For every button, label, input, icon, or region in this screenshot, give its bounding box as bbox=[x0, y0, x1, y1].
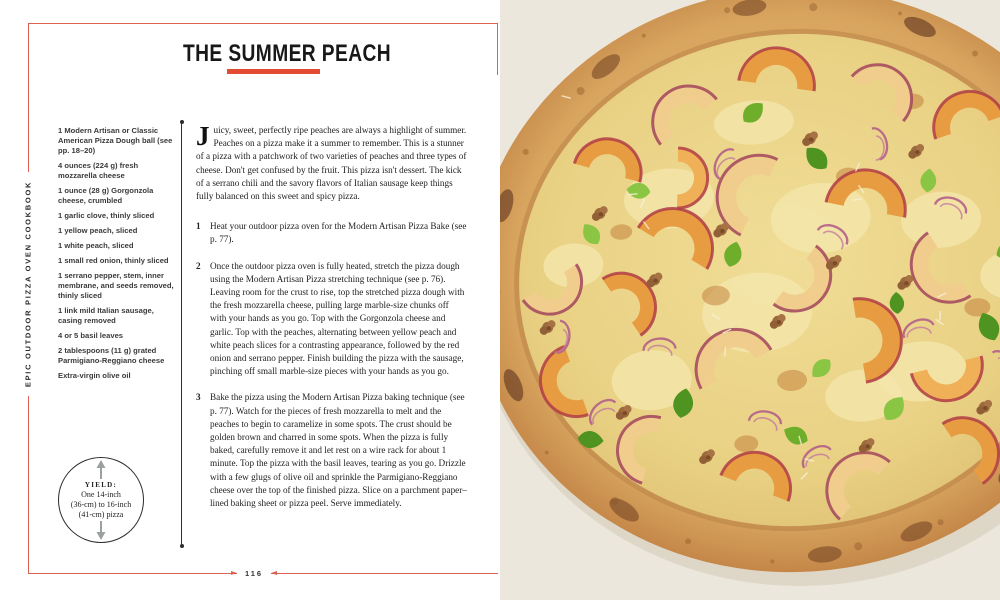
step-text: Heat your outdoor pizza oven for the Modern Artisan Pizza Bake (see p. 77). bbox=[210, 221, 467, 245]
ingredient-item: 1 small red onion, thinly sliced bbox=[58, 256, 169, 266]
yield-down-arrow-icon bbox=[95, 520, 107, 540]
ingredient-item: 1 Modern Artisan or Classic American Pizza Dough ball (see pp. 18–20) bbox=[58, 126, 173, 156]
ingredient-item: Extra-virgin olive oil bbox=[58, 371, 131, 381]
ingredient-item: 1 white peach, sliced bbox=[58, 241, 134, 251]
yield-line: (41-cm) pizza bbox=[78, 510, 124, 519]
ingredient-item: 1 yellow peach, sliced bbox=[58, 226, 138, 236]
ingredient-item: 1 link mild Italian sausage, casing removed bbox=[58, 306, 154, 326]
yield-line: One 14-inch bbox=[81, 490, 121, 499]
yield-label: YIELD: bbox=[84, 481, 118, 489]
recipe-steps bbox=[196, 220, 467, 510]
yield-line: (36-cm) to 16-inch bbox=[70, 500, 132, 509]
column-rule bbox=[181, 122, 182, 546]
recipe-body bbox=[196, 121, 467, 523]
yield-text bbox=[71, 490, 131, 520]
step-number: 3 bbox=[196, 392, 201, 403]
ingredient-item: 1 garlic clove, thinly sliced bbox=[58, 211, 155, 221]
ingredient-item: 4 or 5 basil leaves bbox=[58, 331, 124, 341]
yield-up-arrow-icon bbox=[95, 460, 107, 480]
step-item bbox=[196, 391, 467, 510]
ingredient-item: 1 ounce (28 g) Gorgonzola cheese, crumbled bbox=[58, 186, 154, 206]
step-text: Once the outdoor pizza oven is fully heated, stretch the pizza dough using the Modern Artisan Pizza stretching technique (see p. 76). Leaving room for the crust to rise, top the stretched pizza dough with the fresh mozzarella cheese, pulling large marble-size chunks off with your hands as you go. Top with the Gorgonzola cheese and garlic. Top with the peaches, alternating between yellow peach and white peach slices for a contrasting appearance, followed by the red onion and serrano pepper. Finish building the pizza with the sausage, pinching off small marble-size pieces with your hands as you go. bbox=[210, 260, 465, 377]
drop-cap: J bbox=[196, 121, 210, 151]
yield-circle bbox=[58, 457, 144, 543]
page-number-right-arrow-icon bbox=[271, 571, 277, 575]
step-number: 1 bbox=[196, 221, 201, 232]
step-item bbox=[196, 260, 467, 379]
ingredient-item: 1 serrano pepper, stem, inner membrane, and seeds removed, thinly sliced bbox=[58, 271, 174, 301]
step-number: 2 bbox=[196, 260, 201, 271]
ingredients-list bbox=[58, 126, 179, 386]
step-item bbox=[196, 220, 467, 246]
page-frame-right bbox=[497, 23, 498, 75]
ingredient-item: 4 ounces (224 g) fresh mozzarella cheese bbox=[58, 161, 139, 181]
intro-text: uicy, sweet, perfectly ripe peaches are always a highlight of summer. Peaches on a pizza make it a summer to remember. This is a stunner of a pizza with a patchwork of two varieties of peaches and three types of cheese. Don't get confused by the fruit. This pizza isn't dessert. The kick of a serrano chili and the savory flavors of Italian sausage keep things fully balanced on this sweet and spicy pizza. bbox=[196, 125, 467, 202]
page-frame-top bbox=[28, 23, 498, 24]
peach-pizza-photo bbox=[500, 0, 1000, 600]
step-text: Bake the pizza using the Modern Artisan Pizza baking technique (see p. 77). Watch for the pieces of fresh mozzarella to melt and the peaches to begin to caramelize in some spots. The crust should be golden brown and charred in some spots. When the pizza is fully baked, carefully remove it and let rest on a wire rack for about 1 minute. Top the pizza with the basil leaves, tearing as you go. Drizzle with a few glugs of olive oil and sprinkle the Parmigiano-Reggiano cheese over the top of the finished pizza. Slice on a parchment paper–lined baking sheet or pizza peel. Serve immediately. bbox=[210, 392, 467, 509]
recipe-title: THE SUMMER PEACH bbox=[183, 40, 392, 67]
intro-paragraph bbox=[196, 121, 467, 203]
page-number: 116 bbox=[237, 567, 271, 580]
title-underline bbox=[227, 69, 320, 74]
page-number-left-arrow-icon bbox=[231, 571, 237, 575]
spine-label: EPIC OUTDOOR PIZZA OVEN COOKBOOK bbox=[24, 172, 33, 396]
ingredient-item: 2 tablespoons (11 g) grated Parmigiano-Reggiano cheese bbox=[58, 346, 165, 366]
